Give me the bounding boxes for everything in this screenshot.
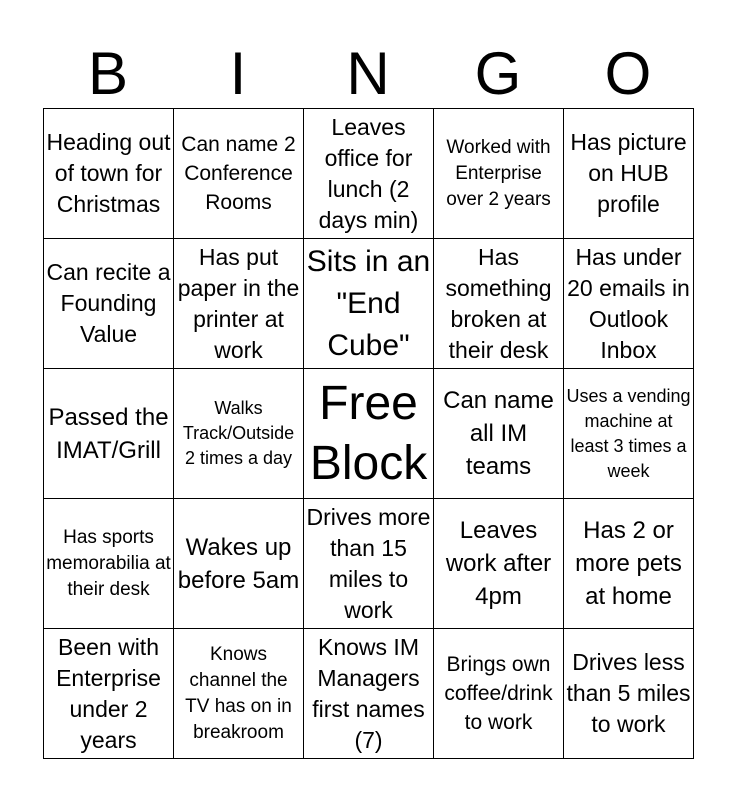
bingo-cell-r2c5[interactable] [564, 239, 694, 369]
bingo-cell-r3c1[interactable] [44, 369, 174, 499]
cell-text: Can recite a Founding Value [46, 259, 171, 347]
cell-text: Has under 20 emails in Outlook Inbox [567, 243, 690, 363]
bingo-cell-r3c2[interactable] [174, 369, 304, 499]
cell-text: Has picture on HUB profile [570, 129, 687, 217]
cell-text: Passed the IMAT/Grill [48, 403, 169, 464]
bingo-cell-r4c2[interactable] [174, 499, 304, 629]
bingo-cell-r1c2[interactable] [174, 109, 304, 239]
header-letter-i: I [229, 40, 247, 107]
bingo-cell-r4c1[interactable] [44, 499, 174, 629]
cell-text: Leaves office for lunch (2 days min) [318, 113, 419, 233]
cell-text: Leaves work after 4pm [445, 517, 552, 610]
cell-text: Brings own coffee/drink to work [444, 653, 553, 734]
cell-text: Been with Enterprise under 2 years [56, 633, 161, 753]
cell-text: Has put paper in the printer at work [177, 243, 300, 363]
cell-text: Knows IM Managers first names (7) [312, 633, 425, 753]
cell-text: Can name all IM teams [443, 387, 554, 480]
bingo-cell-r5c1[interactable] [44, 629, 174, 759]
bingo-cell-r2c4[interactable] [434, 239, 564, 369]
cell-text: Sits in an "End Cube" [306, 244, 431, 362]
cell-text: Drives more than 15 miles to work [306, 503, 431, 623]
cell-text: Has something broken at their desk [445, 243, 552, 363]
cell-text: Worked with Enterprise over 2 years [446, 136, 551, 210]
header-letter-b: B [87, 40, 129, 107]
bingo-cell-r2c2[interactable] [174, 239, 304, 369]
cell-text: Drives less than 5 miles to work [566, 649, 691, 737]
cell-text: Free Block [309, 376, 428, 490]
bingo-cell-r1c4[interactable] [434, 109, 564, 239]
bingo-cell-r2c3[interactable] [304, 239, 434, 369]
bingo-cell-r2c1[interactable] [44, 239, 174, 369]
bingo-cell-r1c3[interactable] [304, 109, 434, 239]
cell-text: Has 2 or more pets at home [575, 517, 682, 610]
bingo-cell-r5c4[interactable] [434, 629, 564, 759]
cell-text: Wakes up before 5am [177, 533, 300, 594]
header-letter-o: O [604, 40, 652, 107]
cell-text: Has sports memorabilia at their desk [46, 526, 171, 600]
bingo-cell-r3c4[interactable] [434, 369, 564, 499]
cell-text: Walks Track/Outside 2 times a day [182, 398, 295, 468]
bingo-cell-r1c1[interactable] [44, 109, 174, 239]
cell-text: Uses a vending machine at least 3 times a week [566, 385, 691, 481]
bingo-cell-r3c5[interactable] [564, 369, 694, 499]
bingo-board [43, 108, 694, 759]
bingo-cell-r4c5[interactable] [564, 499, 694, 629]
bingo-cell-r5c2[interactable] [174, 629, 304, 759]
bingo-header [43, 40, 693, 108]
bingo-cell-r5c3[interactable] [304, 629, 434, 759]
cell-text: Can name 2 Conference Rooms [181, 133, 296, 214]
bingo-cell-r4c4[interactable] [434, 499, 564, 629]
bingo-cell-r1c5[interactable] [564, 109, 694, 239]
bingo-cell-r4c3[interactable] [304, 499, 434, 629]
bingo-cell-free[interactable] [304, 369, 434, 499]
header-letter-n: N [346, 40, 390, 107]
header-letter-g: G [474, 40, 522, 107]
cell-text: Knows channel the TV has on in breakroom [185, 643, 292, 743]
cell-text: Heading out of town for Christmas [46, 129, 171, 217]
bingo-cell-r5c5[interactable] [564, 629, 694, 759]
